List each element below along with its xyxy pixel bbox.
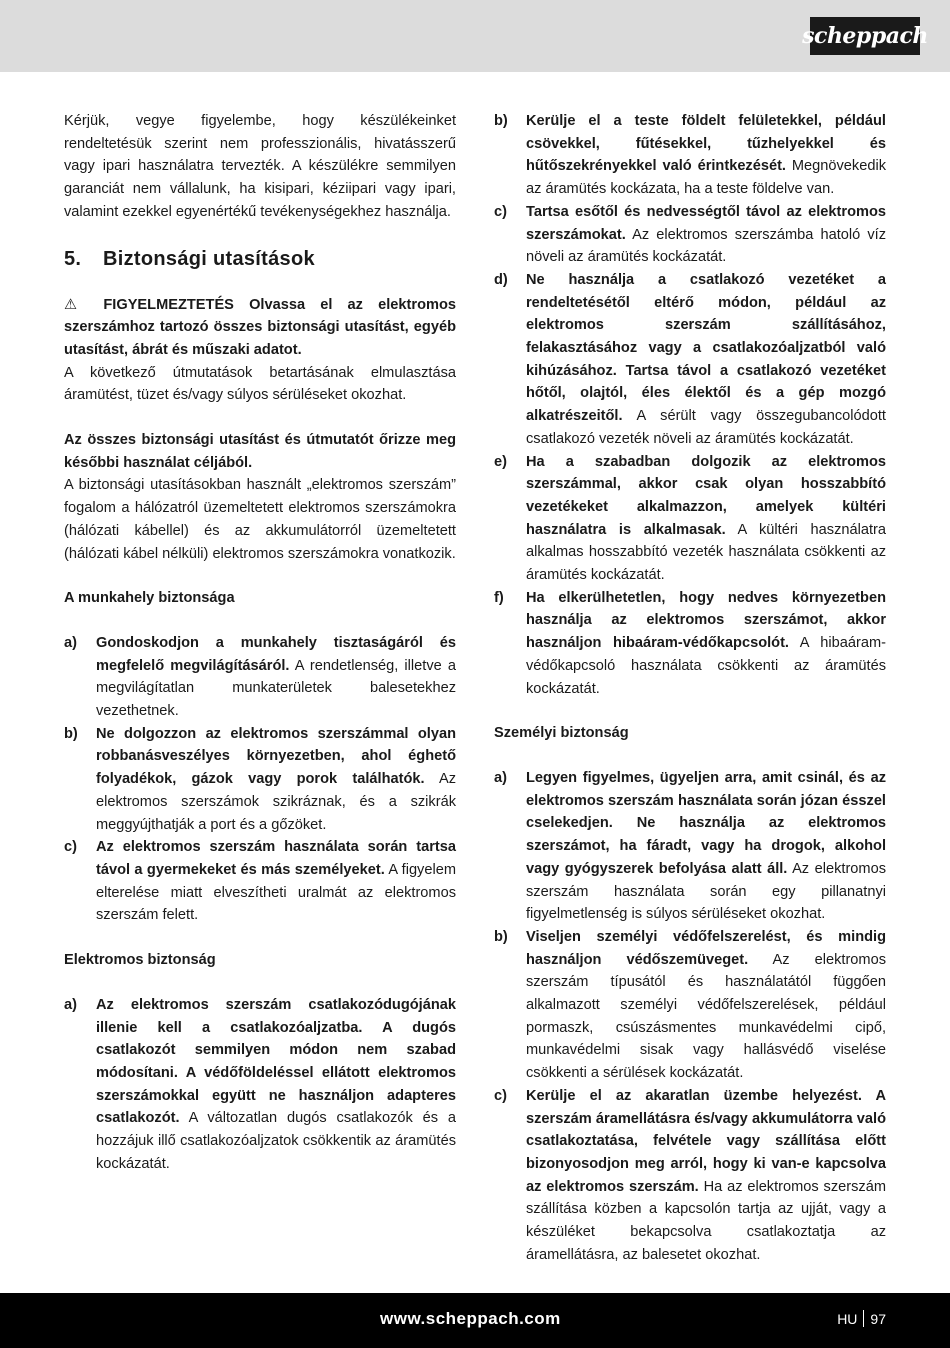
keep-instructions-bold: Az összes biztonsági utasítást és útmutatót őrizze meg későbbi használat céljából.	[64, 432, 456, 471]
list-item: a) Gondoskodjon a munkahely tisztaságáról és megfelelő megvilágításáról. A rendetlenség, illetve a megvilágítatlan munkaterületek balesetekhez vezethetnek.	[64, 634, 456, 720]
language-code: HU	[837, 1311, 858, 1327]
scheppach-logo: scheppach	[810, 17, 920, 55]
intro-paragraph: Kérjük, vegye figyelembe, hogy készülékeinket rendeltetésük szerint nem professzionális, hivatásszerű vagy ipari használatra tervezték. A készülékre semmilyen garanciát nem vállalunk, ha kisipari, kéziipari vagy ipari, valamint ezekkel egyenértékű tevékenységekhez használja.	[64, 113, 456, 220]
personal-safety-heading: Személyi biztonság	[494, 725, 629, 742]
list-item: d) Ne használja a csatlakozó vezetéket a rendeltetésétől eltérő módon, például az elektromos szerszám szállításához, felakasztásához vagy a csatlakozóaljzatból való kihúzásához. Tartsa távol a csatlakozó vezetéket hőtől, olajtól, éles élektől és a gép mozgó alkatrészeitől. A sérült vagy összegubancolódott csatlakozó vezeték növeli az áramütés kockázatát.	[494, 271, 886, 447]
workplace-heading: A munkahely biztonsága	[64, 590, 235, 607]
warning-bold: FIGYELMEZTETÉS Olvassa el az elektromos szerszámhoz tartozó összes biztonsági utasítást, egyéb utasítást, ábrát és műszaki adatot.	[64, 296, 456, 358]
list-item: a) Legyen figyelmes, ügyeljen arra, amit csinál, és az elektromos szerszám használata során józan ésszel cselekedjen. Ne használja az elektromos szerszámot, ha fáradt, vagy ha drogok, alkohol vagy gyógyszerek befolyása alatt áll. Az elektromos szerszám használata során egy pillanatnyi figyelmetlenség is súlyos sérüléseket okozhat.	[494, 769, 886, 923]
electrical-list-left	[64, 994, 456, 1176]
header-bar	[0, 0, 950, 72]
section-heading	[64, 246, 456, 272]
personal-safety-list	[494, 767, 886, 1266]
list-item: c) Az elektromos szerszám használata során tartsa távol a gyermekeket és más személyeket. A figyelem elterelése miatt elveszítheti uralmát az elektromos szerszám felett.	[64, 839, 456, 924]
list-item: c) Kerülje el az akaratlan üzembe helyezést. A szerszám áramellátásra és/vagy akkumulátorra való csatlakoztatása, felvétele vagy szállítása előtt bizonyosodjon meg arról, hogy ki van-e kapcsolva az elektromos szerszám. Ha az elektromos szerszám szállítása közben a kapcsolón tartja az ujját, vagy a készüléket bekapcsolva csatlakoztatja az áramellátásra, az balesetet okozhat.	[494, 1087, 886, 1263]
warning-text: A következő útmutatások betartásának elmulasztása áramütést, tüzet és/vagy súlyos sérüléseket okozhat.	[64, 364, 456, 404]
electrical-heading: Elektromos biztonság	[64, 952, 216, 969]
keep-instructions-text: A biztonsági utasításokban használt „elektromos szerszám” fogalom a hálózatról üzemeltetett elektromos szerszámokra (hálózati kábellel) és az akkumulátorról üzemeltetett (hálózati kábel nélküli) elektromos szerszámokra vonatkozik.	[64, 477, 456, 562]
left-column	[64, 110, 456, 1175]
website-link[interactable]: www.scheppach.com	[380, 1309, 561, 1328]
list-item: b) Viseljen személyi védőfelszerelést, és mindig használjon védőszemüveget. Az elektromos szerszám típusától és használatától függően alkalmazott személyi védőfelszerelések, például pormaszk, csúszásmentes munkavédelmi cipő, munkavédelmi sisak vagy hallásvédő viselése csökkenti a sérülések kockázatát.	[494, 928, 886, 1082]
warning-icon: ⚠	[64, 296, 89, 313]
page-indicator	[837, 1310, 886, 1327]
list-item: e) Ha a szabadban dolgozik az elektromos szerszámmal, akkor csak olyan hosszabbító vezetékeket alkalmazzon, amelyek kültéri használatra is alkalmasak. A kültéri használatra alkalmas hosszabbító vezeték használata csökkenti az áramütés kockázatát.	[494, 453, 886, 584]
list-item: f) Ha elkerülhetetlen, hogy nedves környezetben használja az elektromos szerszámot, akkor használjon hibaáram-védőkapcsolót. A hibaáram-védőkapcsoló használata csökkenti az áramütés kockázatát.	[494, 589, 886, 697]
list-item: a) Az elektromos szerszám csatlakozódugójának illenie kell a csatlakozóaljzatba. A dugós csatlakozót semmilyen módon nem szabad módosítani. A védőföldeléssel ellátott elektromos szerszámokkal együtt ne használjon adapteres csatlakozót. A változatlan dugós csatlakozók és a hozzájuk illő csatlakozóaljzatok csökkentik az áramütés kockázatát.	[64, 996, 456, 1172]
electrical-list-right	[494, 110, 886, 700]
footer-bar	[0, 1293, 950, 1348]
divider	[863, 1310, 864, 1327]
section-number: 5.	[64, 247, 82, 270]
section-title: Biztonsági utasítások	[103, 247, 315, 270]
list-item: c) Tartsa esőtől és nedvességtől távol az elektromos szerszámokat. Az elektromos szerszámba hatoló víz növeli az áramütés kockázatát.	[494, 203, 886, 266]
list-item: b) Ne dolgozzon az elektromos szerszámmal olyan robbanásveszélyes környezetben, ahol éghető folyadékok, gázok vagy porok találhatók. Az elektromos szerszámok szikráznak, és a szikrák meggyújthatják a port és a gőzöket.	[64, 725, 456, 833]
list-item: b) Kerülje el a teste földelt felületekkel, például csövekkel, fűtésekkel, tűzhelyekkel és hűtőszekrényekkel való érintkezését. Megnövekedik az áramütés kockázata, ha a teste földelve van.	[494, 113, 886, 198]
right-column	[494, 110, 886, 1266]
workplace-list	[64, 632, 456, 927]
page-number: 97	[870, 1311, 886, 1327]
warning-paragraph	[64, 294, 456, 362]
